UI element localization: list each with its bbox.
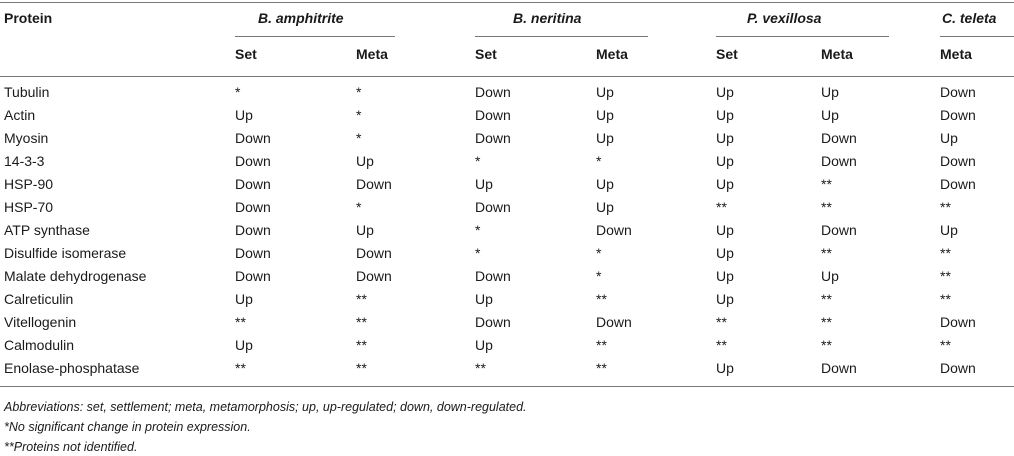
table-cell: ** [821, 176, 832, 192]
table-cell: Down [821, 222, 857, 238]
subcolumn-header: Set [716, 46, 738, 62]
table-cell: Up [716, 153, 734, 169]
table-cell: ** [596, 360, 607, 376]
table-cell: ** [356, 337, 367, 353]
table-cell: * [356, 130, 362, 146]
subcolumn-header: Meta [940, 46, 972, 62]
protein-name: HSP-90 [4, 176, 54, 192]
table-cell: * [475, 245, 481, 261]
table-cell: Up [716, 176, 734, 192]
table-cell: ** [475, 360, 486, 376]
table-cell: Down [940, 176, 976, 192]
table-cell: Up [716, 107, 734, 123]
table-cell: ** [356, 314, 367, 330]
table-cell: ** [821, 314, 832, 330]
table-row [0, 127, 1014, 150]
table-cell: Up [716, 130, 734, 146]
table-cell: Down [475, 314, 511, 330]
table-cell: Down [821, 153, 857, 169]
protein-name: Vitellogenin [4, 314, 77, 330]
species-underline-p-vexillosa [716, 36, 889, 37]
table-cell: Up [596, 176, 614, 192]
protein-name: Enolase-phosphatase [4, 360, 140, 376]
table-cell: Down [940, 360, 976, 376]
table-cell: Up [821, 107, 839, 123]
table-cell: Down [940, 314, 976, 330]
table-cell: Up [716, 360, 734, 376]
table-row [0, 196, 1014, 219]
table-cell: * [596, 245, 602, 261]
subcolumn-header: Meta [356, 46, 388, 62]
protein-name: ATP synthase [4, 222, 90, 238]
table-row [0, 81, 1014, 104]
species-header-b-neritina: B. neritina [513, 10, 582, 26]
table-cell: * [475, 222, 481, 238]
table-cell: ** [596, 337, 607, 353]
table-top-rule [0, 2, 1014, 3]
protein-name: Disulfide isomerase [4, 245, 127, 261]
species-header-b-amphitrite: B. amphitrite [258, 10, 344, 26]
table-cell: Down [356, 245, 392, 261]
table-cell: Up [356, 222, 374, 238]
table-cell: * [475, 153, 481, 169]
table-cell: Down [821, 130, 857, 146]
table-cell: Up [235, 291, 253, 307]
table-row [0, 288, 1014, 311]
table-cell: Down [940, 107, 976, 123]
table-cell: Down [235, 199, 271, 215]
table-cell: * [596, 153, 602, 169]
table-cell: Up [475, 337, 493, 353]
single-star-footnote: *No significant change in protein expression. [4, 420, 251, 434]
table-cell: Down [475, 107, 511, 123]
table-cell: ** [940, 245, 951, 261]
table-cell: ** [940, 291, 951, 307]
table-cell: Down [475, 268, 511, 284]
table-row [0, 150, 1014, 173]
table-cell: Down [356, 268, 392, 284]
table-cell: Down [596, 314, 632, 330]
table-cell: Down [821, 360, 857, 376]
species-header-p-vexillosa: P. vexillosa [747, 10, 822, 26]
species-header-c-teleta: C. teleta [942, 10, 997, 26]
table-cell: ** [716, 337, 727, 353]
table-cell: ** [235, 360, 246, 376]
table-row [0, 173, 1014, 196]
table-cell: Down [356, 176, 392, 192]
table-row [0, 242, 1014, 265]
subcolumn-header: Meta [821, 46, 853, 62]
table-cell: Down [475, 130, 511, 146]
protein-name: 14-3-3 [4, 153, 45, 169]
table-cell: Up [716, 268, 734, 284]
table-cell: Up [356, 153, 374, 169]
species-underline-c-teleta [940, 36, 1014, 37]
table-cell: Up [235, 337, 253, 353]
table-cell: Up [596, 84, 614, 100]
table-bottom-rule [0, 386, 1014, 387]
table-cell: ** [821, 291, 832, 307]
table-cell: Up [821, 268, 839, 284]
protein-name: Calmodulin [4, 337, 75, 353]
table-cell: Up [940, 222, 958, 238]
table-cell: * [356, 107, 362, 123]
table-cell: Up [475, 176, 493, 192]
table-cell: Down [235, 268, 271, 284]
table-cell: ** [356, 291, 367, 307]
subcolumn-header: Set [235, 46, 257, 62]
table-cell: ** [596, 291, 607, 307]
protein-name: Malate dehydrogenase [4, 268, 147, 284]
abbreviations-footnote: Abbreviations: set, settlement; meta, metamorphosis; up, up-regulated; down, down-regulated. [4, 400, 527, 414]
double-star-footnote: **Proteins not identified. [4, 440, 138, 454]
species-underline-b-amphitrite [235, 36, 395, 37]
table-cell: ** [356, 360, 367, 376]
table-cell: ** [821, 337, 832, 353]
table-cell: ** [716, 199, 727, 215]
table-cell: Down [235, 130, 271, 146]
table-cell: Down [235, 245, 271, 261]
protein-name: Myosin [4, 130, 49, 146]
table-row [0, 104, 1014, 127]
table-cell: ** [940, 268, 951, 284]
table-cell: Up [596, 107, 614, 123]
table-cell: Down [235, 153, 271, 169]
protein-name: HSP-70 [4, 199, 54, 215]
table-cell: Down [475, 199, 511, 215]
subcolumn-header: Meta [596, 46, 628, 62]
protein-name: Actin [4, 107, 36, 123]
table-row [0, 357, 1014, 380]
table-cell: Up [940, 130, 958, 146]
table-cell: Up [716, 245, 734, 261]
table-row [0, 311, 1014, 334]
table-cell: Up [475, 291, 493, 307]
table-cell: Up [596, 199, 614, 215]
table-cell: ** [821, 245, 832, 261]
table-row [0, 334, 1014, 357]
table-cell: Down [940, 153, 976, 169]
table-cell: Up [716, 291, 734, 307]
table-cell: Down [596, 222, 632, 238]
table-cell: * [596, 268, 602, 284]
table-cell: Down [235, 176, 271, 192]
table-cell: * [356, 199, 362, 215]
subcolumn-header: Set [475, 46, 497, 62]
header-bottom-rule [0, 76, 1014, 77]
table-cell: ** [940, 337, 951, 353]
table-cell: ** [235, 314, 246, 330]
table-row [0, 265, 1014, 288]
table-cell: Up [235, 107, 253, 123]
table-cell: ** [940, 199, 951, 215]
table-cell: * [235, 84, 241, 100]
table-cell: ** [821, 199, 832, 215]
species-underline-b-neritina [475, 36, 648, 37]
table-cell: * [356, 84, 362, 100]
table-cell: Down [940, 84, 976, 100]
table-cell: Up [596, 130, 614, 146]
table-cell: ** [716, 314, 727, 330]
table-row [0, 219, 1014, 242]
protein-name: Calreticulin [4, 291, 74, 307]
table-cell: Up [821, 84, 839, 100]
table-cell: Up [716, 84, 734, 100]
table-cell: Down [475, 84, 511, 100]
protein-name: Tubulin [4, 84, 50, 100]
table-cell: Up [716, 222, 734, 238]
protein-column-header: Protein [4, 10, 53, 26]
table-cell: Down [235, 222, 271, 238]
